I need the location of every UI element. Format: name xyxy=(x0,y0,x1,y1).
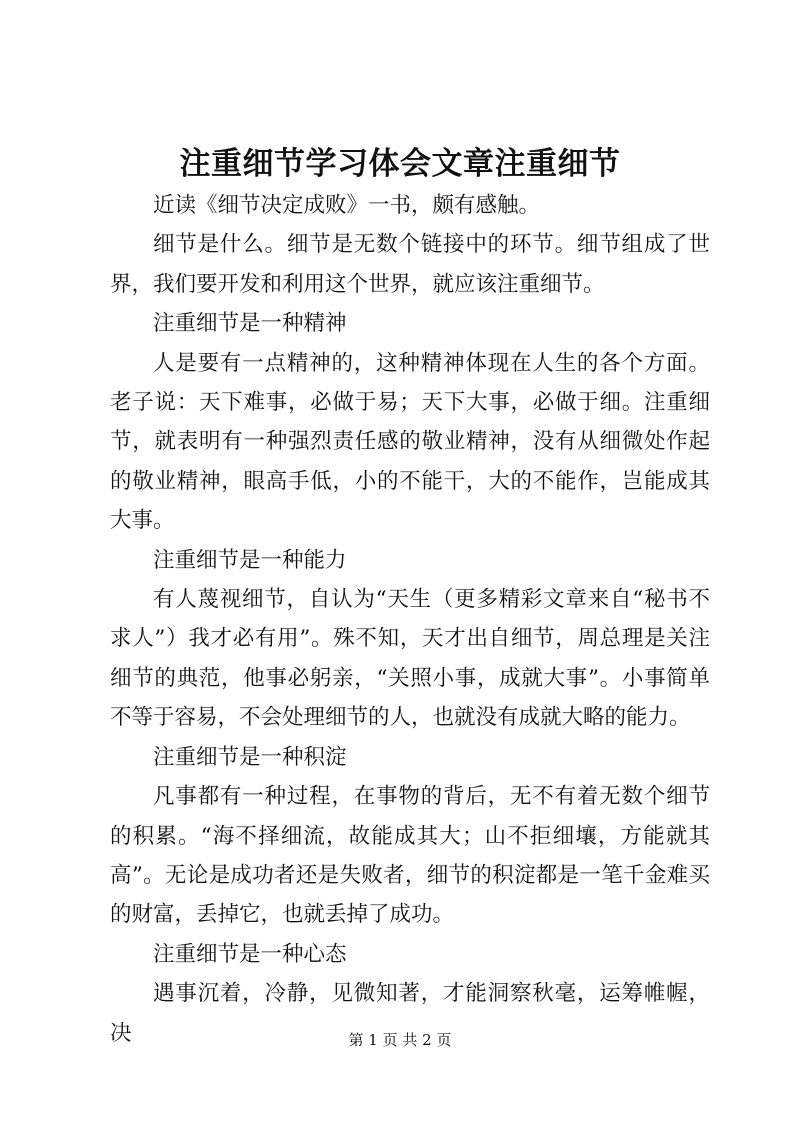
paragraph: 近读《细节决定成败》一书，颇有感触。 xyxy=(153,193,541,218)
page-footer: 第 1 页 共 2 页 xyxy=(348,1031,452,1049)
paragraph: 遇事沉着，冷静，见微知著，才能洞察秋毫，运筹帷幄，决 xyxy=(110,981,710,1046)
document-title: 注重细节学习体会文章注重细节 xyxy=(179,146,621,182)
section-heading: 注重细节是一种心态 xyxy=(153,941,347,967)
paragraph: 细节是什么。细节是无数个链接中的环节。细节组成了世界，我们要开发和利用这个世界，就应该注重细节。 xyxy=(110,232,710,297)
paragraph: 有人蔑视细节，自认为“天生（更多精彩文章来自“秘书不求人”）我才必有用”。殊不知，天才出自细节，周总理是关注细节的典范，他事必躬亲，“关照小事，成就大事”。小事简单不等于容易，不会处理细节的人，也就没有成就大略的能力。 xyxy=(110,587,710,731)
section-heading: 注重细节是一种精神 xyxy=(153,311,347,337)
document-body xyxy=(110,186,710,1053)
section-heading: 注重细节是一种积淀 xyxy=(153,744,347,770)
section-heading: 注重细节是一种能力 xyxy=(153,547,347,573)
paragraph: 人是要有一点精神的，这种精神体现在人生的各个方面。老子说：天下难事，必做于易；天下大事，必做于细。注重细节，就表明有一种强烈责任感的敬业精神，没有从细微处作起的敬业精神，眼高手低，小的不能干，大的不能作，岂能成其大事。 xyxy=(110,350,710,534)
paragraph: 凡事都有一种过程，在事物的背后，无不有着无数个细节的积累。“海不择细流，故能成其大；山不拒细壤，方能就其高”。无论是成功者还是失败者，细节的积淀都是一笔千金难买的财富，丢掉它，也就丢掉了成功。 xyxy=(110,784,710,928)
